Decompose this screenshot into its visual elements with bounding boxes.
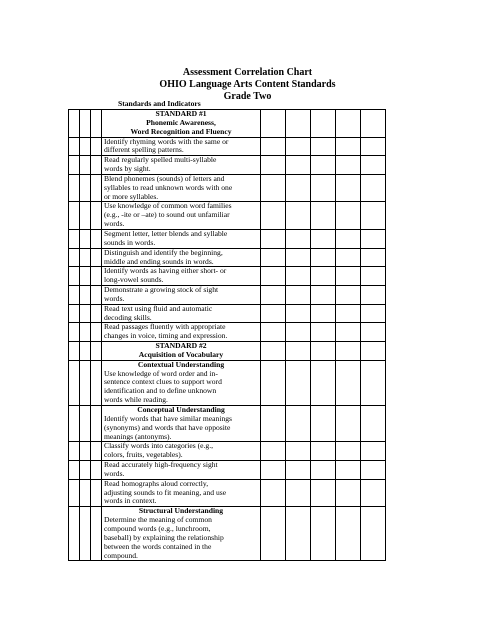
indicator-text [102,461,261,480]
assessment-cell[interactable] [286,323,311,342]
indicator-row [69,360,386,405]
assessment-cell[interactable] [311,360,336,405]
assessment-cell[interactable] [261,323,286,342]
document-subtitle: OHIO Language Arts Content Standards [159,79,336,90]
indicator-text [102,442,261,461]
text-line: words in context. [104,496,157,506]
check-cell[interactable] [91,342,102,361]
assessment-cell[interactable] [311,479,336,507]
assessment-cell[interactable] [311,507,336,561]
assessment-cell[interactable] [286,479,311,507]
text-line: Identify rhyming words with the same or [104,136,229,146]
check-cell[interactable] [91,156,102,175]
check-cell[interactable] [69,110,80,138]
indicator-text [102,286,261,305]
assessment-cell[interactable] [261,248,286,267]
text-line: Read passages fluently with appropriate [104,322,226,332]
check-cell[interactable] [80,174,91,202]
standard-heading [102,110,261,138]
assessment-cell[interactable] [261,156,286,175]
assessment-cell[interactable] [336,507,361,561]
assessment-cell[interactable] [311,174,336,202]
text-line: words by sight. [104,164,151,174]
subheading: Structural Understanding [138,506,224,516]
assessment-cell[interactable] [286,507,311,561]
text-line: sentence context clues to support word [104,377,222,387]
indicator-row [69,174,386,202]
indicator-row [69,479,386,507]
indicator-row [69,137,386,156]
assessment-cell[interactable] [361,174,386,202]
assessment-cell[interactable] [336,342,361,361]
assessment-cell[interactable] [336,202,361,230]
assessment-cell[interactable] [261,442,286,461]
text-line: STANDARD #1 [155,109,207,118]
assessment-cell[interactable] [336,323,361,342]
text-line: Read regularly spelled multi-syllable [104,155,217,165]
text-line: (e.g., -ite or –ate) to sound out unfamiliar [104,210,230,220]
assessment-cell[interactable] [311,461,336,480]
assessment-cell[interactable] [361,304,386,323]
check-cell[interactable] [91,304,102,323]
text-line: Segment letter, letter blends and syllable [104,228,228,238]
check-cell[interactable] [69,461,80,480]
check-cell[interactable] [69,286,80,305]
check-cell[interactable] [80,137,91,156]
text-line: STANDARD #2 [155,341,207,351]
check-cell[interactable] [80,304,91,323]
text-line: words. [104,468,125,478]
text-line: Determine the meaning of common [104,515,212,525]
check-cell[interactable] [69,202,80,230]
check-cell[interactable] [80,442,91,461]
assessment-cell[interactable] [311,248,336,267]
grade-label: Grade Two [223,91,272,102]
text-line: middle and ending sounds in words. [104,256,214,266]
assessment-cell[interactable] [336,479,361,507]
assessment-cell[interactable] [336,442,361,461]
check-cell[interactable] [91,479,102,507]
indicator-text [102,229,261,248]
indicator-text [102,174,261,202]
check-cell[interactable] [80,479,91,507]
check-cell[interactable] [69,360,80,405]
assessment-cell[interactable] [286,286,311,305]
assessment-cell[interactable] [261,479,286,507]
text-line: Use knowledge of common word families [104,201,232,211]
assessment-cell[interactable] [361,342,386,361]
check-cell[interactable] [80,248,91,267]
assessment-cell[interactable] [336,174,361,202]
indicator-row [69,229,386,248]
assessment-cell[interactable] [361,248,386,267]
assessment-cell[interactable] [311,202,336,230]
check-cell[interactable] [80,342,91,361]
check-cell[interactable] [91,360,102,405]
check-cell[interactable] [69,406,80,442]
indicator-text [102,267,261,286]
assessment-cell[interactable] [336,360,361,405]
check-cell[interactable] [91,286,102,305]
check-cell[interactable] [80,507,91,561]
assessment-cell[interactable] [311,137,336,156]
indicator-row [69,248,386,267]
text-line: compound. [104,550,138,560]
text-line: baseball) by explaining the relationship [104,532,224,542]
indicator-text [102,156,261,175]
text-line: Demonstrate a growing stock of sight [104,285,219,295]
text-line: decoding skills. [104,312,152,322]
text-line: Blend phonemes (sounds) of letters and [104,173,225,183]
assessment-cell[interactable] [286,174,311,202]
indicator-row [69,323,386,342]
check-cell[interactable] [80,323,91,342]
text-line: Read accurately high-frequency sight [104,460,218,470]
check-cell[interactable] [91,137,102,156]
indicator-text [102,479,261,507]
check-cell[interactable] [91,507,102,561]
check-cell[interactable] [91,267,102,286]
check-cell[interactable] [69,323,80,342]
text-line: or more syllables. [104,191,159,201]
assessment-cell[interactable] [361,442,386,461]
assessment-cell[interactable] [361,202,386,230]
text-line: (synonyms) and words that have opposite [104,422,231,432]
assessment-cell[interactable] [311,110,336,138]
assessment-cell[interactable] [286,229,311,248]
check-cell[interactable] [69,267,80,286]
assessment-cell[interactable] [261,304,286,323]
text-line: Classify words into categories (e.g., [104,441,214,451]
indicator-text [102,323,261,342]
text-line: changes in voice, timing and expression. [104,331,228,341]
assessment-cell[interactable] [336,267,361,286]
assessment-cell[interactable] [311,406,336,442]
assessment-cell[interactable] [361,286,386,305]
assessment-cell[interactable] [361,137,386,156]
assessment-cell[interactable] [361,461,386,480]
assessment-cell[interactable] [286,248,311,267]
indicator-text [102,507,261,561]
text-line: different spelling patterns. [104,145,184,155]
assessment-cell[interactable] [286,461,311,480]
assessment-cell[interactable] [336,286,361,305]
assessment-cell[interactable] [361,267,386,286]
check-cell[interactable] [69,229,80,248]
indicator-row [69,286,386,305]
text-line: meanings (antonyms). [104,431,172,441]
correlation-table [68,109,386,561]
check-cell[interactable] [80,461,91,480]
indicator-text [102,406,261,442]
assessment-cell[interactable] [361,360,386,405]
indicator-text [102,304,261,323]
assessment-cell[interactable] [261,110,286,138]
assessment-cell[interactable] [336,461,361,480]
indicator-row [69,267,386,286]
indicator-row [69,461,386,480]
check-cell[interactable] [91,229,102,248]
assessment-cell[interactable] [361,156,386,175]
text-line: Read homographs aloud correctly, [104,478,209,488]
standard-heading-row [69,342,386,361]
check-cell[interactable] [69,479,80,507]
text-line: Use knowledge of word order and in- [104,368,218,378]
assessment-cell[interactable] [286,304,311,323]
assessment-cell[interactable] [361,110,386,138]
indicator-text [102,248,261,267]
assessment-cell[interactable] [361,229,386,248]
text-line: sounds in words. [104,237,156,247]
check-cell[interactable] [69,156,80,175]
subheading: Contextual Understanding [137,359,225,369]
text-line: Read text using fluid and automatic [104,303,213,313]
check-cell[interactable] [91,406,102,442]
assessment-cell[interactable] [261,507,286,561]
assessment-cell[interactable] [261,406,286,442]
assessment-cell[interactable] [336,406,361,442]
assessment-cell[interactable] [336,110,361,138]
assessment-cell[interactable] [261,267,286,286]
check-cell[interactable] [80,286,91,305]
assessment-cell[interactable] [261,342,286,361]
standard-heading-row [69,110,386,138]
check-cell[interactable] [91,174,102,202]
assessment-cell[interactable] [286,156,311,175]
assessment-cell[interactable] [286,202,311,230]
column-label: Standards and Indicators [118,99,201,108]
assessment-cell[interactable] [336,156,361,175]
assessment-cell[interactable] [286,406,311,442]
indicator-row [69,304,386,323]
text-line: Identify words that have similar meanings [104,413,233,423]
check-cell[interactable] [91,442,102,461]
check-cell[interactable] [69,248,80,267]
text-line: words. [104,219,125,229]
text-line: between the words contained in the [104,541,212,551]
assessment-cell[interactable] [286,360,311,405]
assessment-cell[interactable] [311,304,336,323]
text-line: syllables to read unknown words with one [104,182,233,192]
check-cell[interactable] [91,461,102,480]
check-cell[interactable] [69,507,80,561]
document-title: Assessment Correlation Chart [182,67,313,78]
check-cell[interactable] [69,342,80,361]
assessment-cell[interactable] [311,442,336,461]
check-cell[interactable] [91,248,102,267]
text-line: identification and to define unknown [104,386,217,396]
assessment-cell[interactable] [261,137,286,156]
check-cell[interactable] [80,110,91,138]
check-cell[interactable] [69,137,80,156]
assessment-cell[interactable] [261,360,286,405]
indicator-row [69,156,386,175]
text-line: Identify words as having either short- or [104,266,227,276]
assessment-cell[interactable] [286,137,311,156]
check-cell[interactable] [80,360,91,405]
assessment-cell[interactable] [261,286,286,305]
text-line: long-vowel sounds. [104,275,164,285]
check-cell[interactable] [91,323,102,342]
indicator-text [102,137,261,156]
assessment-cell[interactable] [336,137,361,156]
standard-heading [102,342,261,361]
check-cell[interactable] [69,304,80,323]
check-cell[interactable] [91,110,102,138]
text-line: Distinguish and identify the beginning, [104,247,223,257]
check-cell[interactable] [80,406,91,442]
assessment-cell[interactable] [361,406,386,442]
assessment-cell[interactable] [261,229,286,248]
assessment-cell[interactable] [286,267,311,286]
indicator-row [69,442,386,461]
text-line: colors, fruits, vegetables). [104,450,183,460]
assessment-cell[interactable] [311,342,336,361]
assessment-cell[interactable] [336,304,361,323]
check-cell[interactable] [80,156,91,175]
subheading: Conceptual Understanding [137,405,225,414]
text-line: compound words (e.g., lunchroom, [104,523,211,533]
text-line: Acquisition of Vocabulary [138,349,224,359]
indicator-row [69,507,386,561]
assessment-cell[interactable] [311,229,336,248]
assessment-cell[interactable] [361,323,386,342]
check-cell[interactable] [80,267,91,286]
assessment-cell[interactable] [286,442,311,461]
assessment-cell[interactable] [361,479,386,507]
assessment-cell[interactable] [311,323,336,342]
assessment-cell[interactable] [286,342,311,361]
assessment-cell[interactable] [336,229,361,248]
text-line: words. [104,293,125,303]
assessment-cell[interactable] [361,507,386,561]
assessment-cell[interactable] [261,202,286,230]
indicator-text [102,202,261,230]
text-line: words while reading. [104,395,168,405]
assessment-cell[interactable] [261,461,286,480]
text-line: adjusting sounds to fit meaning, and use [104,487,227,497]
assessment-cell[interactable] [311,156,336,175]
check-cell[interactable] [80,202,91,230]
assessment-cell[interactable] [311,267,336,286]
indicator-text [102,360,261,405]
assessment-cell[interactable] [336,248,361,267]
indicator-row [69,202,386,230]
check-cell[interactable] [80,229,91,248]
assessment-cell[interactable] [311,286,336,305]
assessment-cell[interactable] [286,110,311,138]
indicator-row [69,406,386,442]
check-cell[interactable] [69,442,80,461]
check-cell[interactable] [69,174,80,202]
text-line: Phonemic Awareness, [146,117,216,127]
check-cell[interactable] [91,202,102,230]
text-line: Word Recognition and Fluency [130,126,232,136]
assessment-cell[interactable] [261,174,286,202]
